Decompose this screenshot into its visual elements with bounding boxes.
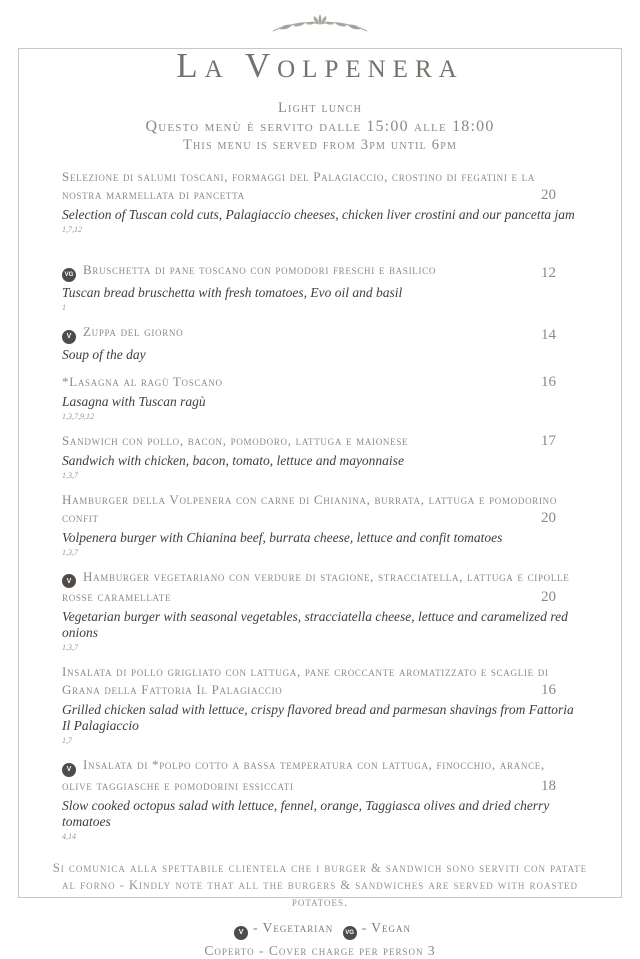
vegan-label: - Vegan bbox=[361, 919, 411, 935]
item-name: Bruschetta di pane toscano con pomodori freschi e basilico bbox=[83, 262, 437, 277]
cover-charge: Coperto - Cover charge per person 3 bbox=[204, 942, 436, 958]
vegetarian-label: - Vegetarian bbox=[253, 919, 334, 935]
item-name: Insalata di *polpo cotto a bassa temperatura con lattuga, finocchio, arance, olive taggiasche e pomodorini essiccati bbox=[62, 757, 545, 793]
item-translation: Grilled chicken salad with lettuce, crispy flavored bread and parmesan shavings from Fattoria Il Palagiaccio bbox=[62, 702, 574, 733]
menu-item bbox=[62, 373, 578, 422]
item-translation: Soup of the day bbox=[62, 346, 146, 362]
item-price: 20 bbox=[541, 187, 556, 203]
item-allergens: 4,14 bbox=[62, 831, 76, 841]
item-price: 18 bbox=[541, 777, 556, 794]
item-name-row bbox=[62, 432, 578, 450]
item-name-row bbox=[62, 568, 578, 607]
item-allergens: 1,3,7 bbox=[62, 470, 78, 480]
menu-item bbox=[62, 756, 578, 842]
item-name: *Lasagna al ragù Toscano bbox=[62, 373, 223, 389]
item-translation: Lasagna with Tuscan ragù bbox=[62, 393, 206, 409]
item-allergens: 1,7,12 bbox=[62, 225, 82, 234]
item-price: 12 bbox=[541, 265, 556, 281]
vegetarian-badge-icon: V bbox=[234, 926, 248, 940]
laurel-ornament-icon bbox=[265, 11, 375, 37]
item-translation: Selection of Tuscan cold cuts, Palagiaccio cheeses, chicken liver crostini and our pancetta jam bbox=[62, 207, 575, 222]
item-name-row bbox=[62, 756, 578, 795]
menu-item bbox=[62, 491, 578, 558]
legend bbox=[0, 920, 640, 940]
item-name: Insalata di pollo grigliato con lattuga, pane croccante aromatizzato e scaglie di Grana della Fattoria Il Palagiaccio bbox=[62, 664, 549, 697]
item-allergens: 1,3,7 bbox=[62, 643, 78, 652]
vegetarian-badge-icon: V bbox=[62, 763, 76, 777]
vegan-badge-icon: VG bbox=[343, 926, 357, 940]
item-name: Selezione di salumi toscani, formaggi del Palagiaccio, crostino di fegatini e la nostra marmellata di pancetta bbox=[62, 169, 536, 202]
menu-item bbox=[62, 432, 578, 481]
item-translation: Sandwich with chicken, bacon, tomato, lettuce and mayonnaise bbox=[62, 452, 404, 468]
item-name: Zuppa del giorno bbox=[83, 324, 184, 339]
item-price: 14 bbox=[541, 326, 556, 343]
item-name-row bbox=[62, 323, 578, 344]
menu-item bbox=[62, 168, 578, 235]
item-allergens: 1,3,7 bbox=[62, 547, 78, 557]
item-translation: Slow cooked octopus salad with lettuce, fennel, orange, Taggiasca olives and dried cherry tomatoes bbox=[62, 797, 550, 829]
item-allergens: 1 bbox=[62, 303, 66, 312]
item-price: 16 bbox=[541, 682, 556, 698]
item-name-row bbox=[62, 491, 578, 527]
vegetarian-badge-icon: V bbox=[62, 330, 76, 344]
item-name-row bbox=[62, 663, 578, 699]
subtitle-hours-en: This menu is served from 3pm until 6pm bbox=[182, 137, 458, 153]
item-price: 20 bbox=[541, 589, 556, 605]
ornament bbox=[0, 11, 640, 37]
item-price: 20 bbox=[541, 509, 556, 526]
menu-item bbox=[62, 663, 578, 746]
item-name-row bbox=[62, 168, 578, 204]
item-allergens: 1,7 bbox=[62, 736, 72, 745]
item-name-row bbox=[62, 261, 578, 282]
menu-item bbox=[62, 323, 578, 363]
menu-item bbox=[62, 261, 578, 313]
item-name-row bbox=[62, 373, 578, 391]
item-allergens: 1,3,7,9,12 bbox=[62, 411, 94, 421]
menu-item bbox=[62, 568, 578, 654]
vegetarian-badge-icon: V bbox=[62, 574, 76, 588]
item-price: 17 bbox=[541, 432, 556, 449]
item-name: Hamburger vegetariano con verdure di stagione, stracciatella, lattuga e cipolle rosse caramellate bbox=[62, 568, 570, 604]
item-translation: Tuscan bread bruschetta with fresh tomatoes, Evo oil and basil bbox=[62, 285, 403, 300]
item-translation: Vegetarian burger with seasonal vegetables, stracciatella cheese, lettuce and caramelized red onions bbox=[62, 609, 568, 640]
item-translation: Volpenera burger with Chianina beef, burrata cheese, lettuce and confit tomatoes bbox=[62, 529, 503, 545]
subtitle-hours-it: Questo menù è servito dalle 15:00 alle 18:00 bbox=[145, 118, 495, 135]
vegan-badge-icon: VG bbox=[62, 268, 76, 282]
item-name: Hamburger della Volpenera con carne di Chianina, burrata, lattuga e pomodorino confit bbox=[62, 491, 558, 525]
page-title: La Volpenera bbox=[176, 46, 464, 85]
item-name: Sandwich con pollo, bacon, pomodoro, lattuga e maionese bbox=[62, 432, 409, 448]
subtitle-light-lunch: Light lunch bbox=[277, 100, 362, 116]
menu-list bbox=[62, 168, 578, 842]
item-price: 16 bbox=[541, 373, 556, 390]
service-note: Si comunica alla spettabile clientela che i burger & sandwich sono serviti con patate al forno - Kindly note that all the burgers & sandwiches are served with roasted potatoes. bbox=[52, 860, 588, 909]
